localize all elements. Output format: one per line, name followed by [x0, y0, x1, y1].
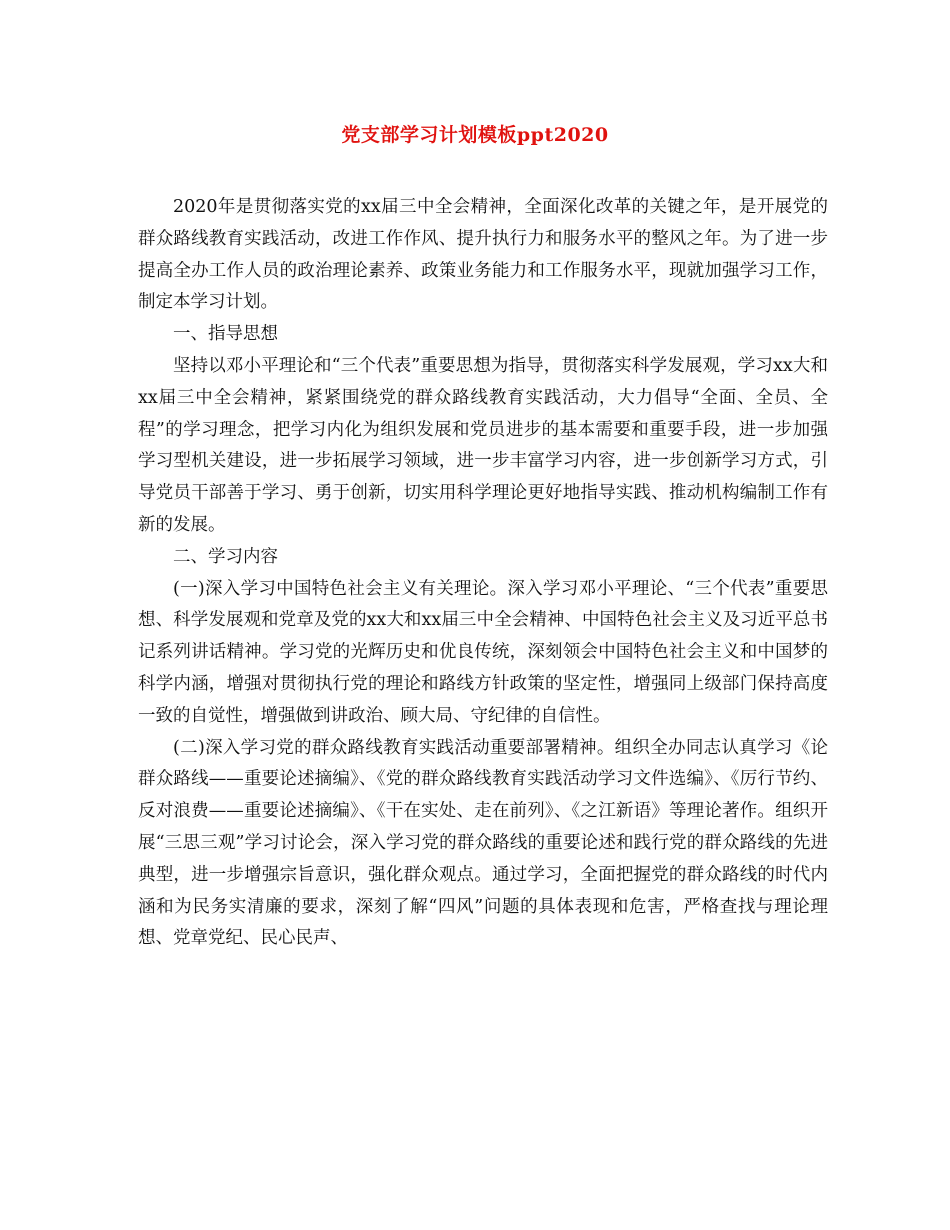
- document-title: 党支部学习计划模板ppt2020: [341, 124, 609, 146]
- document-body: [138, 192, 828, 955]
- section-heading-guiding-ideology: 一、指导思想: [173, 324, 278, 345]
- study-content-item-1: (一)深入学习中国特色社会主义有关理论。深入学习邓小平理论、“三个代表”重要思想、科学发展观和党章及党的xx大和xx届三中全会精神、中国特色社会主义及习近平总书记系列讲话精神。学习党的光辉历史和优良传统，深刻领会中国特色社会主义和中国梦的科学内涵，增强对贯彻执行党的理论和路线方针政策的坚定性，增强同上级部门保持高度一致的自觉性，增强做到讲政治、顾大局、守纪律的自信性。: [138, 578, 828, 726]
- guiding-ideology-paragraph: 坚持以邓小平理论和“三个代表”重要思想为指导，贯彻落实科学发展观，学习xx大和xx届三中全会精神，紧紧围绕党的群众路线教育实践活动，大力倡导“全面、全员、全程”的学习理念，把学习内化为组织发展和党员进步的基本需要和重要手段，进一步加强学习型机关建设，进一步拓展学习领域，进一步丰富学习内容，进一步创新学习方式，引导党员干部善于学习、勇于创新，切实用科学理论更好地指导实践、推动机构编制工作有新的发展。: [138, 355, 828, 535]
- intro-paragraph: 2020年是贯彻落实党的xx届三中全会精神，全面深化改革的关键之年，是开展党的群众路线教育实践活动，改进工作作风、提升执行力和服务水平的整风之年。为了进一步提高全办工作人员的政治理论素养、政策业务能力和工作服务水平，现就加强学习工作，制定本学习计划。: [138, 197, 828, 313]
- section-heading-study-content: 二、学习内容: [173, 546, 278, 567]
- study-content-item-2: (二)深入学习党的群众路线教育实践活动重要部署精神。组织全办同志认真学习《论群众路线——重要论述摘编》、《党的群众路线教育实践活动学习文件选编》、《厉行节约、反对浪费——重要论述摘编》、《干在实处、走在前列》、《之江新语》等理论著作。组织开展“三思三观”学习讨论会，深入学习党的群众路线的重要论述和践行党的群众路线的先进典型，进一步增强宗旨意识，强化群众观点。通过学习，全面把握党的群众路线的时代内涵和为民务实清廉的要求，深刻了解“四风”问题的具体表现和危害，严格查找与理论理想、党章党纪、民心民声、: [138, 737, 828, 949]
